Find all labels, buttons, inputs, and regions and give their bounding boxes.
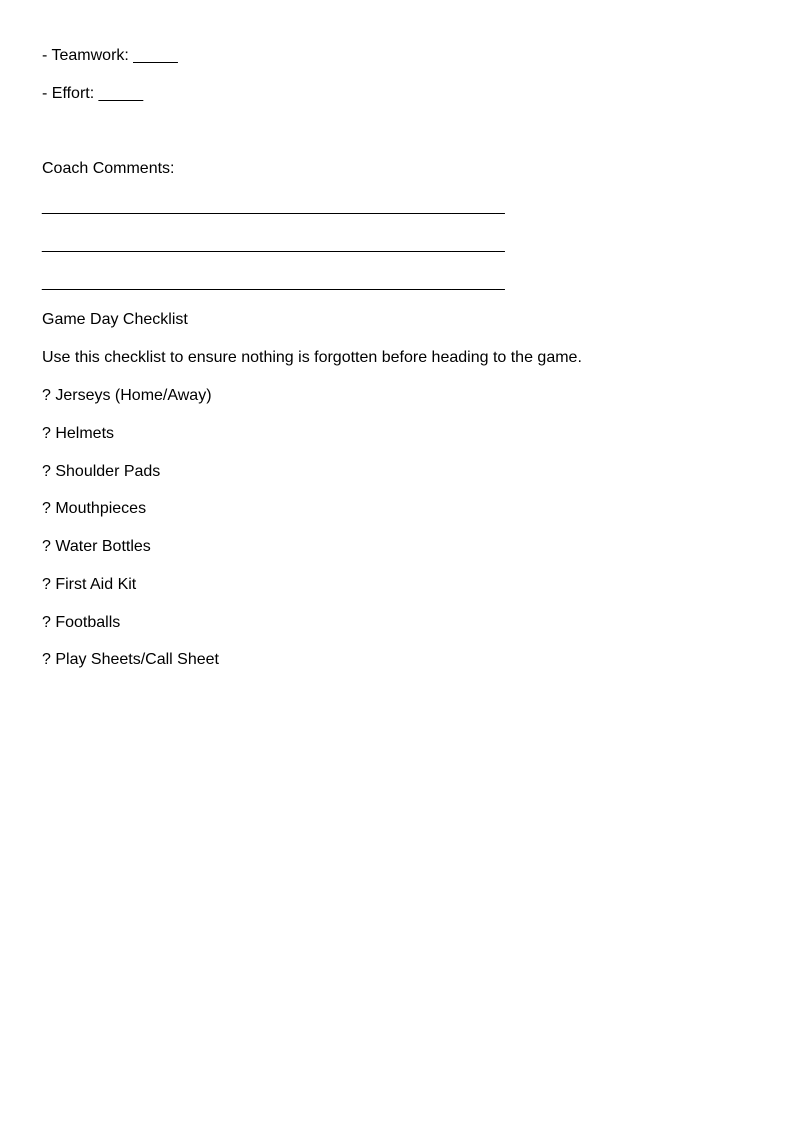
checklist-item-mouthpieces: ? Mouthpieces [42,500,147,517]
checklist-item-first-aid-kit: ? First Aid Kit [42,576,137,593]
coach-comments-label: Coach Comments: [42,160,175,177]
comment-line-3: ____________________________________________________ [42,274,505,291]
checklist-item-footballs: ? Footballs [42,614,121,631]
checklist-title: Game Day Checklist [42,311,188,328]
checklist-item-water-bottles: ? Water Bottles [42,538,151,555]
checklist-item-helmets: ? Helmets [42,425,115,442]
checklist-intro: Use this checklist to ensure nothing is forgotten before heading to the game. [42,349,582,366]
checklist-item-play-sheets: ? Play Sheets/Call Sheet [42,651,219,668]
comment-line-1: ____________________________________________________ [42,198,505,215]
checklist-item-jerseys: ? Jerseys (Home/Away) [42,387,212,404]
checklist-item-shoulder-pads: ? Shoulder Pads [42,463,161,480]
teamwork-rating: - Teamwork: _____ [42,47,178,64]
effort-rating: - Effort: _____ [42,85,144,102]
comment-line-2: ____________________________________________________ [42,236,505,253]
